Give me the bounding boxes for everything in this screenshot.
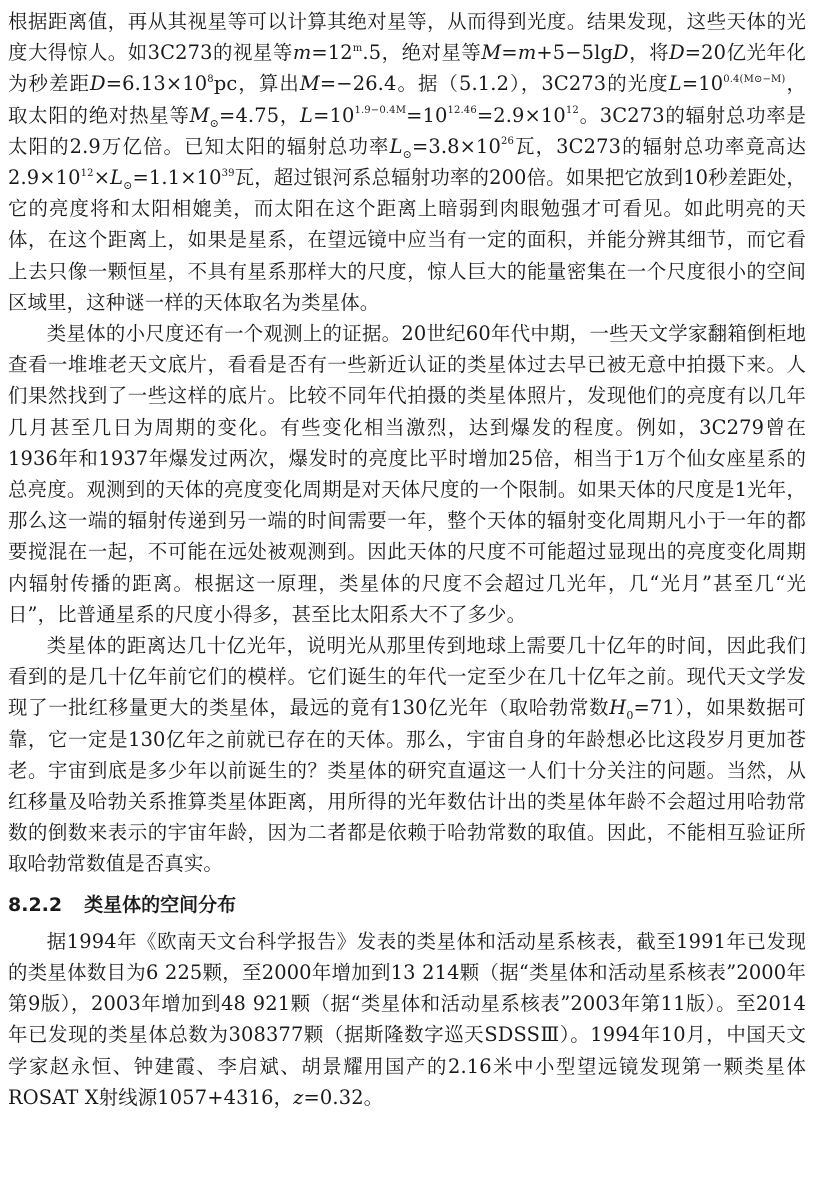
symbol-M: M <box>189 103 210 127</box>
text-run: =0.32。 <box>303 1085 384 1109</box>
paragraph-spatial-distribution <box>8 926 806 1113</box>
text-run: =2.9×10 <box>476 103 566 127</box>
symbol-M: M <box>481 41 502 65</box>
text-run: =20亿光年化为秒差距 <box>8 41 806 96</box>
text-run: =6.13×10 <box>105 72 208 96</box>
subscript: ⊙ <box>123 178 133 192</box>
text-run: .5，绝对星等 <box>362 41 482 65</box>
symbol-L: L <box>668 72 682 96</box>
text-run: ，将 <box>628 41 670 65</box>
document-page <box>8 6 806 1113</box>
symbol-m: m <box>292 41 312 65</box>
symbol-H: H <box>609 696 627 720</box>
section-heading <box>8 888 806 922</box>
superscript: m <box>352 42 363 54</box>
text-run: =12 <box>311 41 353 65</box>
text-run: =4.75， <box>219 103 301 127</box>
superscript: 39 <box>221 167 235 179</box>
subscript: 0 <box>626 709 634 723</box>
superscript: 12.46 <box>447 105 477 117</box>
text-run: × <box>93 166 111 190</box>
text-run: =−26.4。据（5.1.2），3C273的光度 <box>319 72 669 96</box>
symbol-D: D <box>90 72 106 96</box>
text-run: +5−5lg <box>536 41 614 65</box>
text-run: =10 <box>313 103 355 127</box>
symbol-D: D <box>669 41 685 65</box>
paragraph-luminosity <box>8 6 806 318</box>
text-run: =71），如果数据可靠，它一定是130亿年之前就已存在的天体。那么，宇宙自身的年龄想必比这段岁月更加苍老。宇宙到底是多少年以前诞生的？类星体的研究直逼这一人们十分关注的问题。当然，从红移量及哈勃关系推算类星体距离，用所得的光年数估计出的类星体年龄不会超过用哈勃常数的倒数来表示的宇宙年龄，因为二者都是依赖于哈勃常数的取值。因此，不能相互验证所取哈勃常数值是否真实。 <box>8 696 806 876</box>
symbol-m: m <box>517 41 537 65</box>
symbol-L: L <box>110 166 124 190</box>
text-run: 瓦，3C273的辐射总功率竟高达2.9×10 <box>8 134 806 190</box>
text-run: 根据距离值，再从其视星等可以计算其绝对星等，从而得到光度。结果发现，这些天体的光度大得惊人。如3C273的视星等 <box>8 10 806 65</box>
text-run: ，取太阳的绝对热星等 <box>8 72 806 127</box>
section-number: 8.2.2 <box>8 893 63 916</box>
superscript: 1.9−0.4M <box>354 105 407 117</box>
text-run: 据1994年《欧南天文台科学报告》发表的类星体和活动星系核表，截至1991年已发现的类星体数目为6 225颗，至2000年增加到13 214颗（据“类星体和活动星系核表”2000年第9版），2003年增加到48 921颗（据“类星体和活动星系核表”2003年第11版）。至2014年已发现的类星体总数为308377颗（据斯隆数字巡天SDSSⅢ）。1994年10月，中国天文学家赵永恒、钟建霞、李启斌、胡景耀用国产的2.16米中小型望远镜发现第一颗类星体ROSAT X射线源1057+4316， <box>8 929 806 1109</box>
superscript: 26 <box>501 136 515 148</box>
symbol-L: L <box>389 134 403 158</box>
superscript: 8 <box>207 73 214 85</box>
superscript: 12 <box>565 105 579 117</box>
text-run: =1.1×10 <box>132 166 222 190</box>
subscript: ⊙ <box>402 147 412 161</box>
superscript: 0.4(M⊙−M) <box>723 73 786 85</box>
subscript: ⊙ <box>209 116 220 130</box>
text-run: = <box>501 41 518 65</box>
text-run: 。3C273的辐射总功率是太阳的2.9万亿倍。已知太阳的辐射总功率 <box>8 103 806 158</box>
text-run: =10 <box>406 103 448 127</box>
paragraph-small-size-evidence: 类星体的小尺度还有一个观测上的证据。20世纪60年代中期，一些天文学家翻箱倒柜地查看一堆堆老天文底片，看看是否有一些新近认证的类星体过去早已被无意中拍摄下来。人们果然找到了一些这样的底片。比较不同年代拍摄的类星体照片，发现他们的亮度有以几年几月甚至几日为周期的变化。有些变化相当激烈，达到爆发的程度。例如，3C279曾在1936年和1937年爆发过两次，爆发时的亮度比平时增加25倍，相当于1万个仙女座星系的总亮度。观测到的天体的亮度变化周期是对天体尺度的一个限制。如果天体的尺度是1光年，那么这一端的辐射传递到另一端的时间需要一年，整个天体的辐射变化周期凡小于一年的都要搅混在一起，不可能在远处被观测到。因此天体的尺度不可能超过显现出的亮度变化周期内辐射传播的距离。根据这一原理，类星体的尺度不会超过几光年，几“光月”甚至几“光日”，比普通星系的尺度小得多，甚至比太阳系大不了多少。 <box>8 322 806 626</box>
symbol-z: z <box>293 1085 304 1109</box>
text-run: 瓦，超过银河系总辐射功率的200倍。如果把它放到10秒差距处，它的亮度将和太阳相媲美，而太阳在这个距离上暗弱到肉眼勉强才可看见。如此明亮的天体，在这个距离上，如果是星系，在望远镜中应当有一定的面积，并能分辨其细节，而它看上去只像一颗恒星，不具有星系那样大的尺度，惊人巨大的能量密集在一个尺度很小的空间区域里，这种谜一样的天体取名为类星体。 <box>8 166 806 314</box>
symbol-L: L <box>300 103 314 127</box>
text-run: =3.8×10 <box>411 134 502 158</box>
paragraph-distance-age <box>8 630 806 880</box>
text-run: 类星体的距离达几十亿光年，说明光从那里传到地球上需要几十亿年的时间，因此我们看到的是几十亿年前它们的模样。它们诞生的年代一定至少在几十亿年之前。现代天文学发现了一批红移量更大的类星体，最远的竟有130亿光年（取哈勃常数 <box>8 634 806 720</box>
symbol-M: M <box>299 72 320 96</box>
superscript: 12 <box>80 167 94 179</box>
section-title: 类星体的空间分布 <box>84 893 237 916</box>
text-run: =10 <box>681 72 724 96</box>
symbol-D: D <box>613 41 629 65</box>
text-run: pc，算出 <box>213 72 300 96</box>
